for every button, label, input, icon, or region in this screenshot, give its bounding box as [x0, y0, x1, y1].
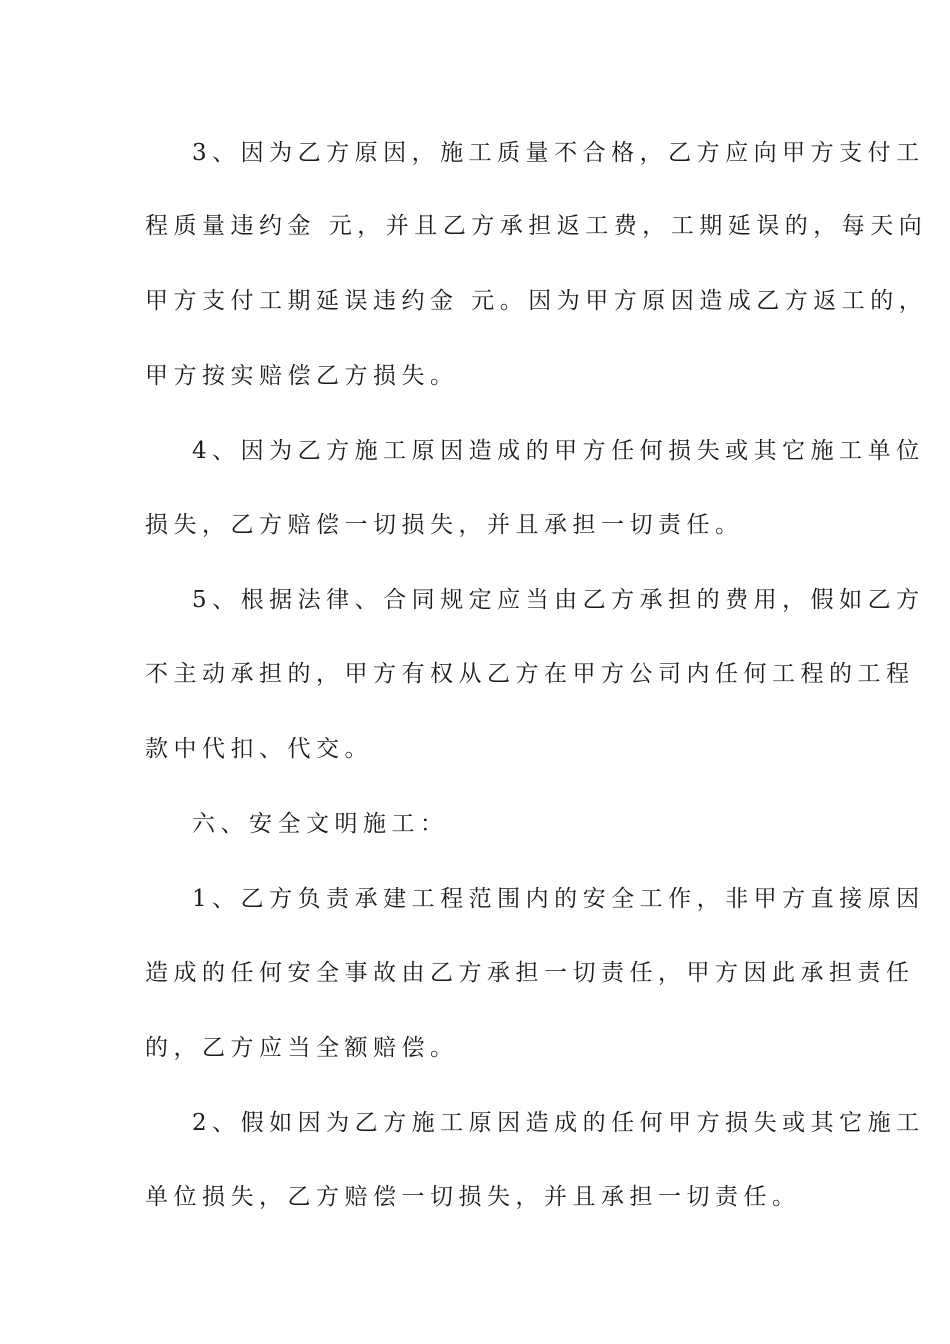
paragraph-3-line-1: 3、因为乙方原因，施工质量不合格，乙方应向甲方支付工: [192, 140, 925, 166]
paragraph-s1-line-2: 造成的任何安全事故由乙方承担一切责任，甲方因此承担责任: [145, 960, 915, 986]
paragraph-s2-line-1: 2、假如因为乙方施工原因造成的任何甲方损失或其它施工: [192, 1110, 925, 1136]
paragraph-3-line-3: 甲方支付工期延误违约金 元。因为甲方原因造成乙方返工的，: [145, 288, 928, 314]
paragraph-s1-line-3: 的，乙方应当全额赔偿。: [145, 1035, 459, 1061]
section-heading-safety: 六、安全文明施工：: [192, 811, 449, 837]
paragraph-4-line-2: 损失，乙方赔偿一切损失，并且承担一切责任。: [145, 512, 744, 538]
paragraph-4-line-1: 4、因为乙方施工原因造成的甲方任何损失或其它施工单位: [192, 438, 925, 464]
paragraph-s2-line-2: 单位损失，乙方赔偿一切损失，并且承担一切责任。: [145, 1184, 801, 1210]
paragraph-3-line-2: 程质量违约金 元，并且乙方承担返工费，工期延误的，每天向: [145, 213, 928, 239]
paragraph-5-line-2: 不主动承担的，甲方有权从乙方在甲方公司内任何工程的工程: [145, 661, 915, 687]
paragraph-5-line-1: 5、根据法律、合同规定应当由乙方承担的费用，假如乙方: [192, 587, 925, 613]
paragraph-s1-line-1: 1、乙方负责承建工程范围内的安全工作，非甲方直接原因: [192, 886, 925, 912]
paragraph-5-line-3: 款中代扣、代交。: [145, 736, 373, 762]
paragraph-3-line-4: 甲方按实赔偿乙方损失。: [145, 363, 459, 389]
